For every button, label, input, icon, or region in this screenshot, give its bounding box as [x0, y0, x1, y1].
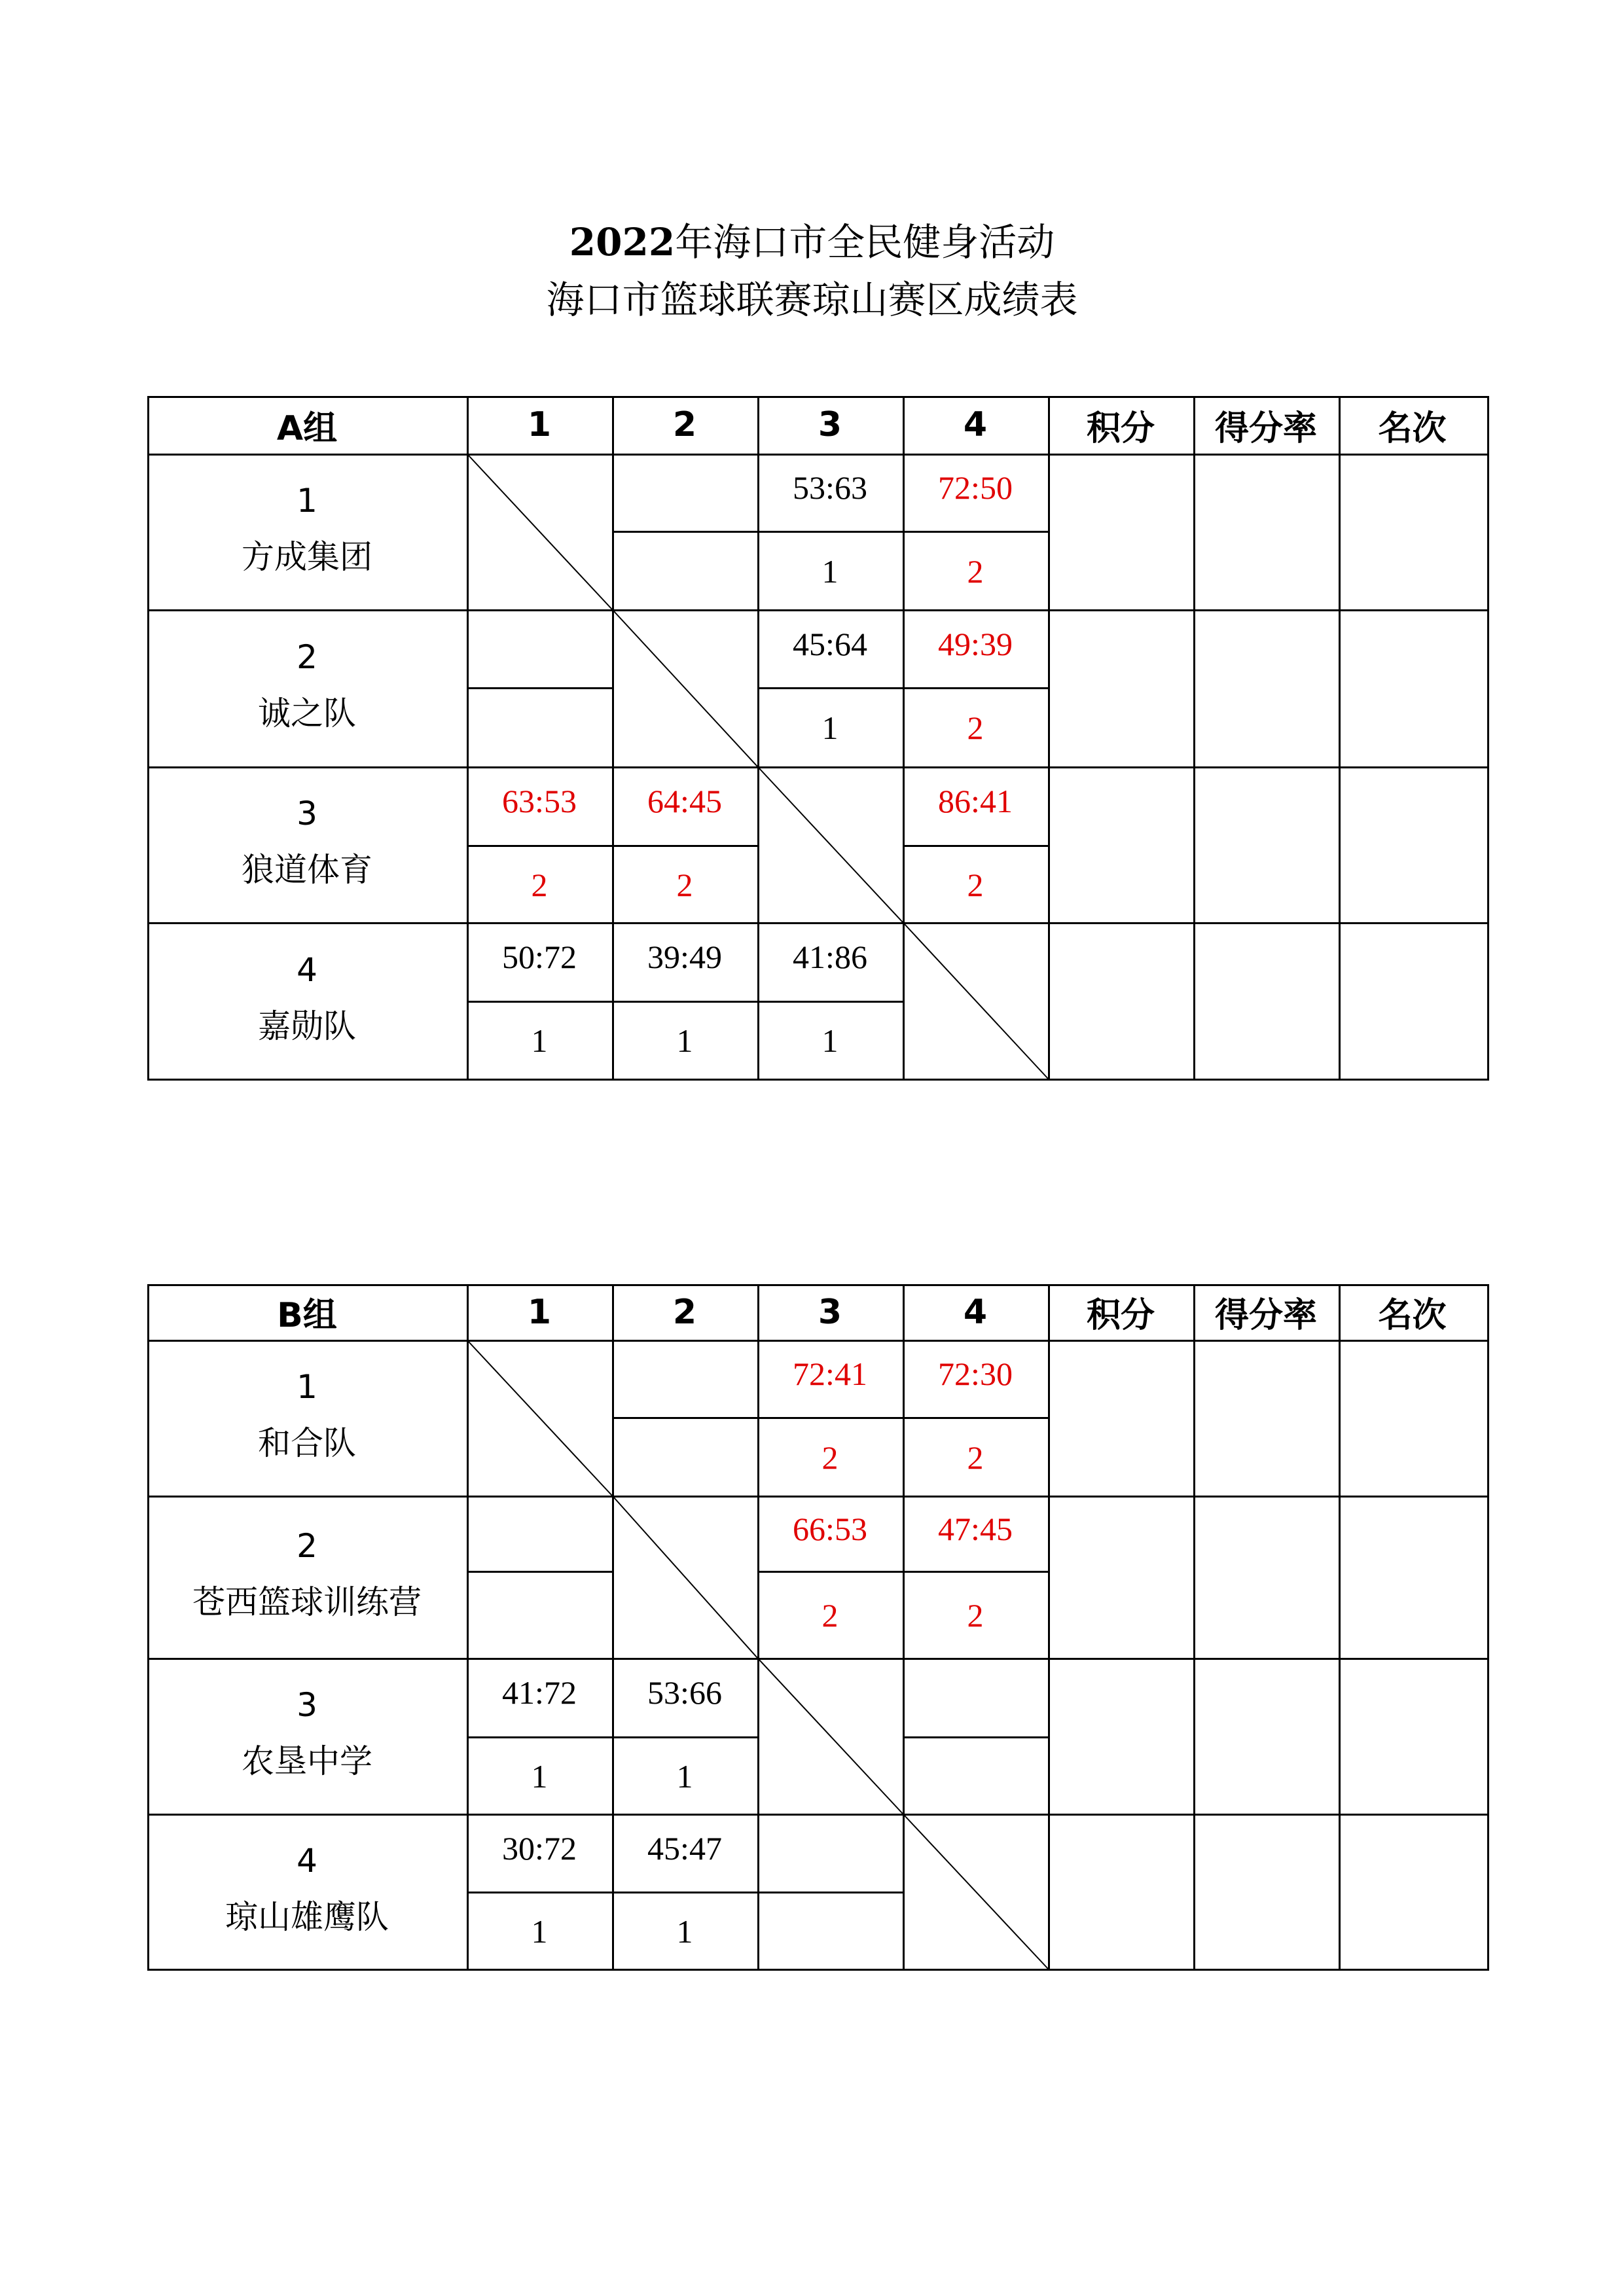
- match-points: 1: [676, 1022, 693, 1059]
- row-divider: [147, 1814, 1489, 1816]
- team-label: [147, 473, 467, 585]
- team-number: 3: [297, 1686, 317, 1724]
- self-match-diagonal: [612, 1496, 757, 1658]
- self-match-diagonal: [757, 1658, 903, 1814]
- header-c3: 3: [818, 405, 842, 444]
- team-number: 1: [297, 1368, 317, 1406]
- self-match-diagonal: [467, 1340, 612, 1496]
- match-score: 39:49: [647, 939, 722, 975]
- match-points: 2: [967, 1597, 984, 1634]
- team-label: [147, 785, 467, 898]
- match-points: 1: [676, 1912, 693, 1950]
- header-c2: 2: [672, 1292, 697, 1332]
- header-c1: 1: [527, 1292, 552, 1332]
- self-match-diagonal: [612, 609, 757, 766]
- match-points: 2: [967, 866, 984, 903]
- match-score: 72:41: [793, 1355, 867, 1392]
- header-points: 积分: [1086, 1296, 1155, 1335]
- header-c4: 4: [963, 405, 988, 444]
- self-match-diagonal: [467, 454, 612, 609]
- row-divider: [147, 1340, 1489, 1342]
- team-name: 方成集团: [242, 538, 372, 576]
- self-match-diagonal: [903, 922, 1048, 1079]
- match-points: 1: [821, 552, 839, 590]
- team-label: [147, 1833, 467, 1945]
- self-match-diagonal: [903, 1814, 1048, 1969]
- row-divider: [147, 1496, 1489, 1498]
- title-year: 2022: [569, 220, 676, 264]
- header-c3: 3: [818, 1292, 842, 1332]
- match-cell-divider: [612, 531, 757, 533]
- match-points: 1: [821, 709, 839, 746]
- team-number: 4: [297, 950, 317, 989]
- title-line-1: [0, 216, 1624, 268]
- row-divider: [147, 922, 1489, 924]
- group-name: B组: [277, 1296, 337, 1335]
- match-score: 53:66: [647, 1674, 722, 1711]
- match-points: 1: [531, 1757, 548, 1795]
- match-points: 2: [821, 1439, 839, 1476]
- column-divider: [1339, 1284, 1341, 1969]
- title-line-1-rest: 年海口市全民健身活动: [675, 220, 1055, 264]
- match-score: 30:72: [502, 1829, 577, 1867]
- header-points: 积分: [1086, 408, 1155, 448]
- match-points: 2: [676, 866, 693, 903]
- match-score: 47:45: [938, 1510, 1013, 1547]
- team-label: [147, 1518, 467, 1630]
- team-number: 2: [297, 1527, 317, 1565]
- row-divider: [147, 454, 1489, 456]
- column-divider: [1339, 396, 1341, 1079]
- match-score: 86:41: [938, 783, 1013, 819]
- column-divider: [1193, 1284, 1195, 1969]
- header-rank: 名次: [1378, 408, 1447, 448]
- match-score: 49:39: [938, 625, 1013, 662]
- team-label: [147, 629, 467, 742]
- match-score: 45:64: [793, 625, 867, 662]
- match-points: 2: [531, 866, 548, 903]
- title-line-2: 海口市篮球联赛琼山赛区成绩表: [546, 278, 1078, 322]
- team-label: [147, 1677, 467, 1789]
- match-score: 66:53: [793, 1510, 867, 1547]
- header-c1: 1: [527, 405, 552, 444]
- team-number: 3: [297, 795, 317, 833]
- team-name: 苍西篮球训练营: [192, 1583, 422, 1621]
- match-cell-divider: [467, 1571, 612, 1573]
- team-number: 2: [297, 638, 317, 676]
- team-name: 嘉勋队: [258, 1007, 356, 1045]
- match-cell-divider: [612, 1417, 757, 1419]
- header-rate: 得分率: [1214, 1296, 1317, 1335]
- match-points: 1: [821, 1022, 839, 1059]
- match-cell-divider: [903, 1736, 1048, 1738]
- match-score: 72:50: [938, 469, 1013, 506]
- team-name: 琼山雄鹰队: [225, 1897, 389, 1936]
- match-score: 72:30: [938, 1355, 1013, 1392]
- match-score: 45:47: [647, 1829, 722, 1867]
- team-number: 1: [297, 482, 317, 520]
- match-score: 64:45: [647, 783, 722, 819]
- match-score: 41:72: [502, 1674, 577, 1711]
- team-number: 4: [297, 1841, 317, 1880]
- match-points: 2: [967, 552, 984, 590]
- match-points: 1: [676, 1757, 693, 1795]
- team-name: 狼道体育: [242, 851, 372, 889]
- match-points: 2: [967, 1439, 984, 1476]
- match-points: 1: [531, 1022, 548, 1059]
- team-name: 和合队: [258, 1424, 356, 1462]
- team-name: 诚之队: [258, 694, 356, 732]
- match-points: 1: [531, 1912, 548, 1950]
- header-c4: 4: [963, 1292, 988, 1332]
- team-name: 农垦中学: [242, 1742, 372, 1780]
- team-label: [147, 1359, 467, 1471]
- group-name: A组: [276, 408, 338, 448]
- column-divider: [1048, 396, 1050, 1079]
- column-divider: [1048, 1284, 1050, 1969]
- column-divider: [1193, 396, 1195, 1079]
- match-score: 41:86: [793, 939, 867, 975]
- self-match-diagonal: [757, 766, 903, 922]
- row-divider: [147, 609, 1489, 611]
- header-rank: 名次: [1378, 1296, 1447, 1335]
- match-score: 63:53: [502, 783, 577, 819]
- match-cell-divider: [467, 687, 612, 689]
- match-score: 53:63: [793, 469, 867, 506]
- match-cell-divider: [757, 1892, 903, 1893]
- match-score: 50:72: [502, 939, 577, 975]
- match-points: 2: [821, 1597, 839, 1634]
- match-points: 2: [967, 709, 984, 746]
- header-rate: 得分率: [1214, 408, 1317, 448]
- header-c2: 2: [672, 405, 697, 444]
- team-label: [147, 942, 467, 1054]
